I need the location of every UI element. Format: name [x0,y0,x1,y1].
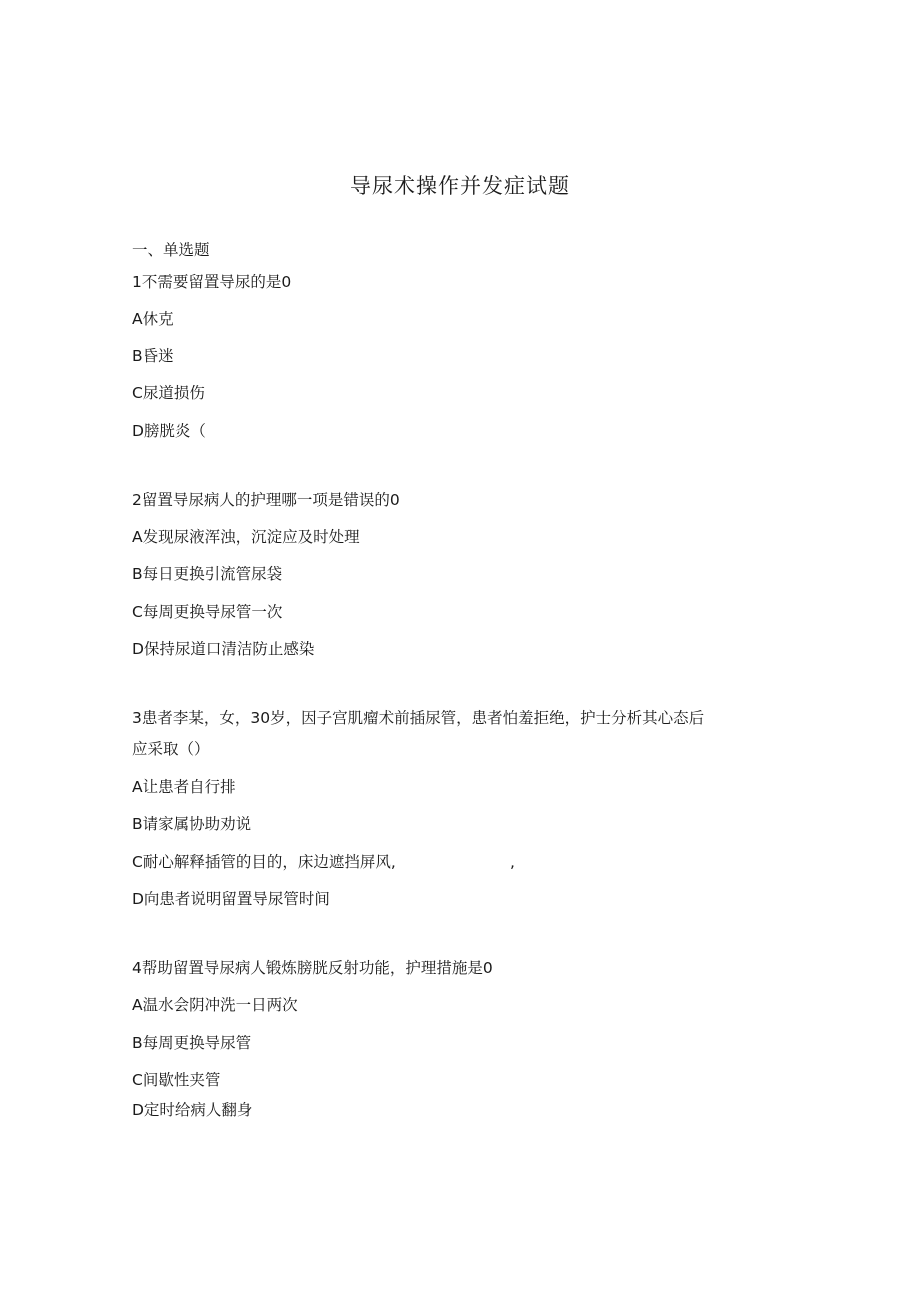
question-2-stem: 2留置导尿病人的护理哪一项是错误的0 [132,491,400,509]
question-4-option-a: A温水会阴冲洗一日两次 [132,996,298,1014]
question-1-option-d: D膀胱炎（ [132,422,206,440]
question-3-option-b: B请家属协助劝说 [132,815,252,833]
question-4-stem: 4帮助留置导尿病人锻炼膀胱反射功能，护理措施是0 [132,959,493,977]
question-2-option-a: A发现尿液浑浊，沉淀应及时处理 [132,528,360,546]
question-4-option-c: C间歇性夹管 [132,1071,221,1089]
question-3-option-c: C耐心解释插管的目的，床边遮挡屏风, [132,853,396,871]
question-3-option-a: A让患者自行排 [132,778,236,796]
question-1-option-a: A休克 [132,310,174,328]
question-3-option-d: D向患者说明留置导尿管时间 [132,890,330,908]
question-4-option-d: D定时给病人翻身 [132,1101,253,1119]
question-3-stem-line-1: 3患者李某，女，30岁，因子宫肌瘤术前插尿管，患者怕羞拒绝，护士分析其心态后 [132,709,705,727]
section-heading: 一、单选题 [132,241,210,259]
question-1-option-b: B昏迷 [132,347,174,365]
question-2-option-d: D保持尿道口清洁防止感染 [132,640,315,658]
document-title: 导尿术操作并发症试题 [350,174,570,198]
question-4-option-b: B每周更换导尿管 [132,1034,252,1052]
question-1-stem: 1不需要留置导尿的是0 [132,273,292,291]
question-2-option-c: C每周更换导尿管一次 [132,603,283,621]
question-3-stem-line-2: 应采取（） [132,740,210,758]
question-1-option-c: C尿道损伤 [132,384,205,402]
question-3-stray-comma: , [510,853,515,871]
question-2-option-b: B每日更换引流管尿袋 [132,565,283,583]
